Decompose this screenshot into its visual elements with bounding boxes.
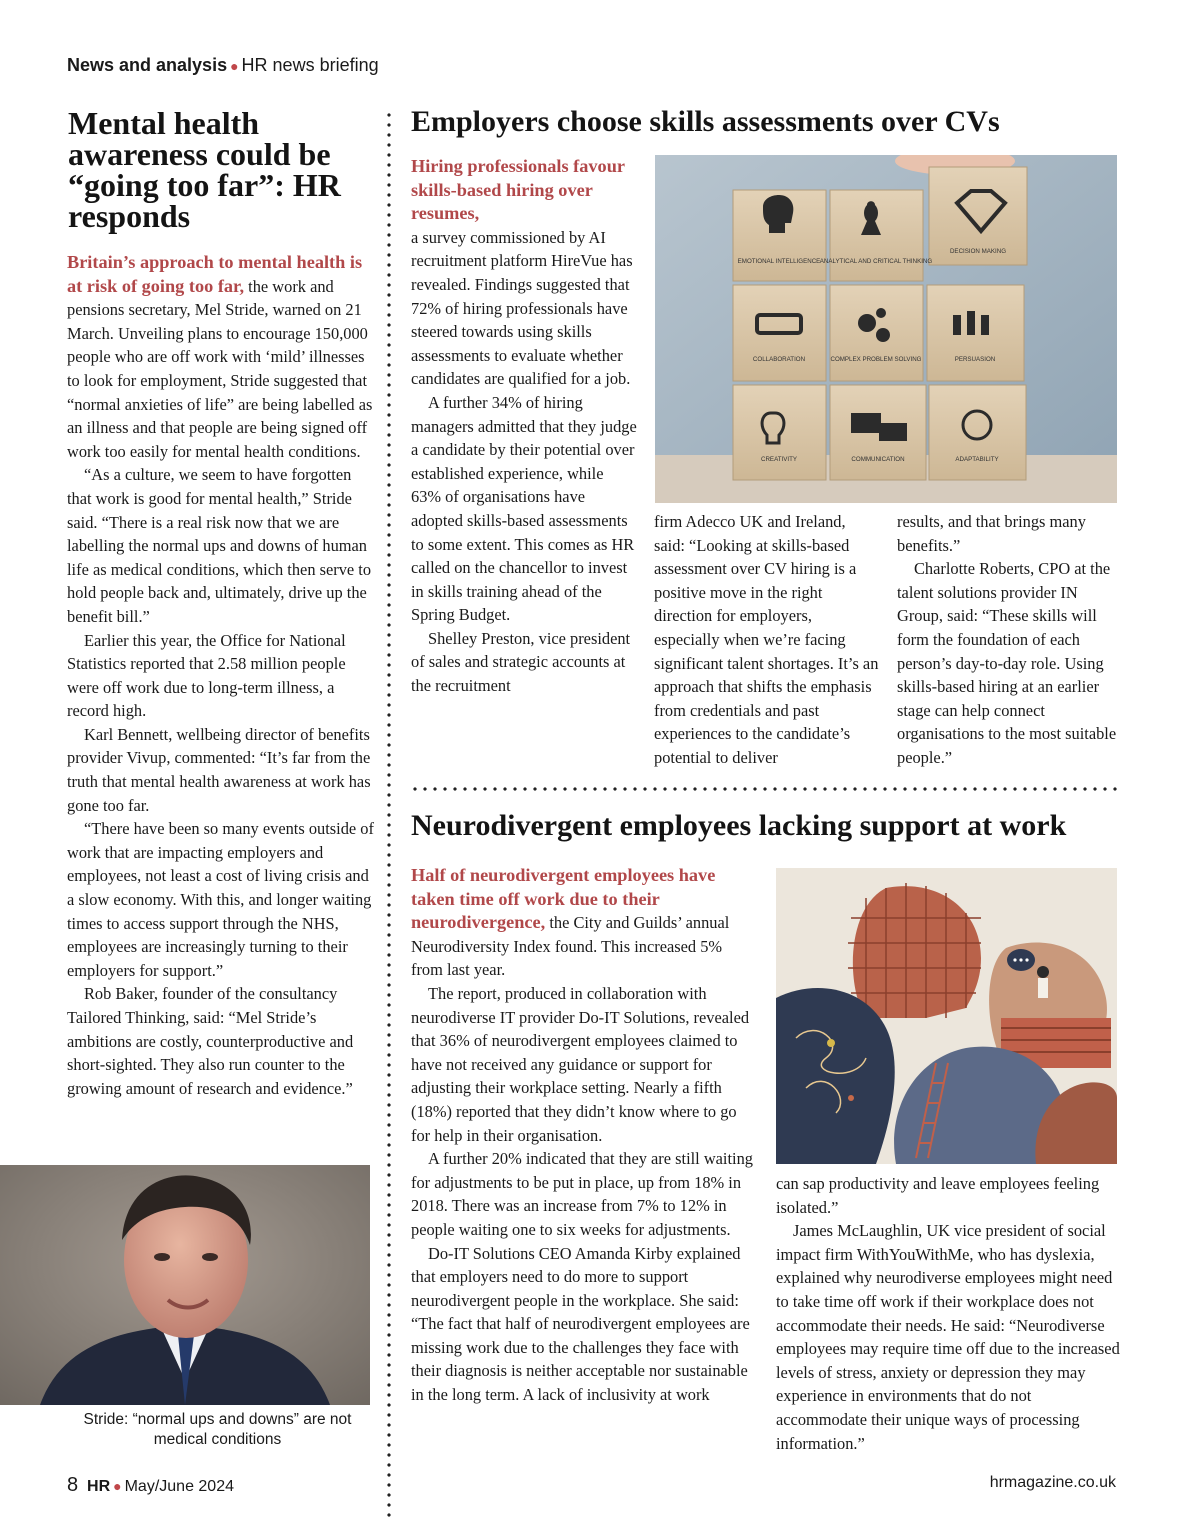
magazine-name: HR	[87, 1478, 111, 1495]
vertical-dotted-divider	[387, 110, 391, 1520]
article-bottom-paragraph: The report, produced in collaboration with neurodiverse IT provider Do-IT Solutions, revealed that 36% of neurodivergent employees claimed to have not received any guidance or support for adjusting their workplace setting. Nearly a fifth (18%) reported that they didn’t know where to go for help in their organisation.	[411, 983, 750, 1145]
block-label: ANALYTICAL AND CRITICAL THINKING	[819, 258, 933, 265]
article-bottom-paragraph: James McLaughlin, UK vice president of social impact firm WithYouWithMe, who has dyslexia, explained why neurodiverse employees might need to take time off work if their workplace does not accommodate their needs. He said: “Neurodiverse employees may require time off due to the increased levels of stress, anxiety or depression they may experience in environments that do not accommodate their unique ways of processing information.”	[776, 1221, 1120, 1453]
section-label: News and analysis	[67, 55, 228, 75]
article-top-paragraph: Charlotte Roberts, CPO at the talent solutions provider IN Group, said: “These skills will form the foundation of each person’s day-to-day role. Using skills-based hiring at an earlier stage can help connect organisations to the most suitable people.”	[897, 559, 1117, 767]
headline-neurodivergent: Neurodivergent employees lacking support at work	[411, 809, 1067, 842]
heads-illustration	[776, 868, 1117, 1164]
skills-blocks-photo	[655, 155, 1117, 503]
article-bottom-paragraph: A further 20% indicated that they are still waiting for adjustments to be put in place, up from 18% in 2018. There was an increase from 7% to 12% in people waiting one to six weeks for adjustments.	[411, 1149, 753, 1239]
article-top-column-3	[897, 510, 1123, 770]
block-label: COLLABORATION	[752, 356, 806, 363]
article-bottom-column-1	[411, 864, 756, 1407]
article-top-paragraph: results, and that brings many benefits.”	[897, 512, 1086, 555]
article-top-column-1	[411, 155, 637, 698]
skills-blocks-illustration	[655, 155, 1117, 503]
article-top-paragraph: Shelley Preston, vice president of sales and strategic accounts at the recruitment	[411, 628, 631, 696]
article-left-paragraph: Britain’s approach to mental health is at risk of going too far, the work and pensions secretary, Mel Stride, warned on 21 March. Unveiling plans to encourage 150,000 people who are off work with ‘mild’ illnesses to look for employment, Stride suggested that “normal anxieties of life” are being labelled as an illness and that people are being signed off work too easily for mental health conditions.	[67, 252, 373, 461]
article-left-paragraph: “As a culture, we seem to have forgotten that work is good for mental health,” Stride said. “There is a real risk now that we are labelling the normal ups and downs of human life as medical conditions, which then serve to hold people back and, ultimately, drive up the benefit bill.”	[67, 465, 372, 626]
article-top-paragraph: a survey commissioned by AI recruitment platform HireVue has revealed. Findings suggested that 72% of hiring professionals have steered towards using skills assessments to evaluate whether candidates are qualified for a job.	[411, 227, 633, 389]
block-label: ADAPTABILITY	[955, 456, 999, 463]
block-label: DECISION MAKING	[949, 248, 1007, 255]
article-bottom-paragraph: can sap productivity and leave employees feeling isolated.”	[776, 1174, 1100, 1217]
block-label: PERSUASION	[954, 356, 996, 363]
portrait-illustration	[0, 1165, 370, 1405]
horizontal-dotted-divider	[410, 787, 1120, 791]
article-bottom-paragraph: Half of neurodivergent employees have taken time off work due to their neurodivergence, the City and Guilds’ annual Neurodiversity Index found. This increased 5% from last year.	[411, 865, 730, 980]
article-left-paragraph: “There have been so many events outside of work that are impacting employers and employees, not least a cost of living crisis and a slow economy. With this, and longer waiting times to access support through the NHS, employees are increasingly turning to their employers for support.”	[67, 819, 374, 980]
block-label: COMPLEX PROBLEM SOLVING	[830, 356, 922, 363]
article-left-paragraph: Karl Bennett, wellbeing director of benefits provider Vivup, commented: “It’s far from the truth that mental health awareness at work has gone too far.	[67, 724, 371, 815]
footer-left	[67, 1474, 234, 1497]
article-bottom-paragraph: Do-IT Solutions CEO Amanda Kirby explained that employers need to do more to support neurodivergent people in the workplace. She said: “The fact that half of neurodivergent employees are missing work due to the challenges they face with their diagnosis is neither acceptable nor sustainable in the long term. A lack of inclusivity at work	[411, 1243, 750, 1405]
page-number: 8	[67, 1474, 79, 1496]
headline-mental-health: Mental health awareness could be “going too far”: HR responds	[68, 105, 341, 234]
block-label: EMOTIONAL INTELLIGENCE	[737, 258, 821, 265]
block-label: CREATIVITY	[761, 456, 797, 463]
footer-website: hrmagazine.co.uk	[989, 1474, 1116, 1491]
block-label: COMMUNICATION	[851, 456, 905, 463]
bullet-dot-icon: ●	[113, 1478, 122, 1494]
article-bottom-lead: Half of neurodivergent employees have taken time off work due to their neurodivergence,	[411, 865, 716, 933]
article-top-lead: Hiring professionals favour skills-based hiring over resumes,	[411, 156, 625, 224]
article-left-paragraph: Rob Baker, founder of the consultancy Tailored Thinking, said: “Mel Stride’s ambitions are costly, counterproductive and short-sighted. They also run counter to the growing amount of research and evidence.”	[67, 984, 354, 1098]
article-top-paragraph: A further 34% of hiring managers admitted that they judge a candidate by their potential over established experience, while 63% of organisations have adopted skills-based assessments to some extent. This comes as HR called on the chancellor to invest in skills training ahead of the Spring Budget.	[411, 392, 637, 625]
article-left-body	[67, 251, 375, 1100]
article-left-paragraph: Earlier this year, the Office for National Statistics reported that 2.58 million people were off work due to long-term illness, a record high.	[67, 630, 346, 721]
article-left-lead: Britain’s approach to mental health is at risk of going too far,	[67, 252, 363, 296]
subsection-label: HR news briefing	[241, 55, 379, 75]
headline-skills-assessments: Employers choose skills assessments over CVs	[411, 105, 1000, 138]
article-top-column-2	[654, 510, 880, 770]
photo-caption: Stride: “normal ups and downs” are not medical conditions	[83, 1411, 352, 1448]
article-bottom-column-2	[776, 1172, 1121, 1455]
section-header	[67, 55, 379, 76]
bullet-dot-icon: ●	[230, 58, 239, 74]
issue-date: May/June 2024	[124, 1478, 234, 1495]
neurodiversity-illustration	[776, 868, 1117, 1164]
portrait-photo	[0, 1165, 370, 1405]
article-top-paragraph: firm Adecco UK and Ireland, said: “Looking at skills-based assessment over CV hiring is a positive move in the right direction for employers, especially when we’re facing significant talent shortages. It’s an approach that shifts the emphasis from credentials and past experiences to the candidate’s potential to deliver	[654, 512, 879, 767]
